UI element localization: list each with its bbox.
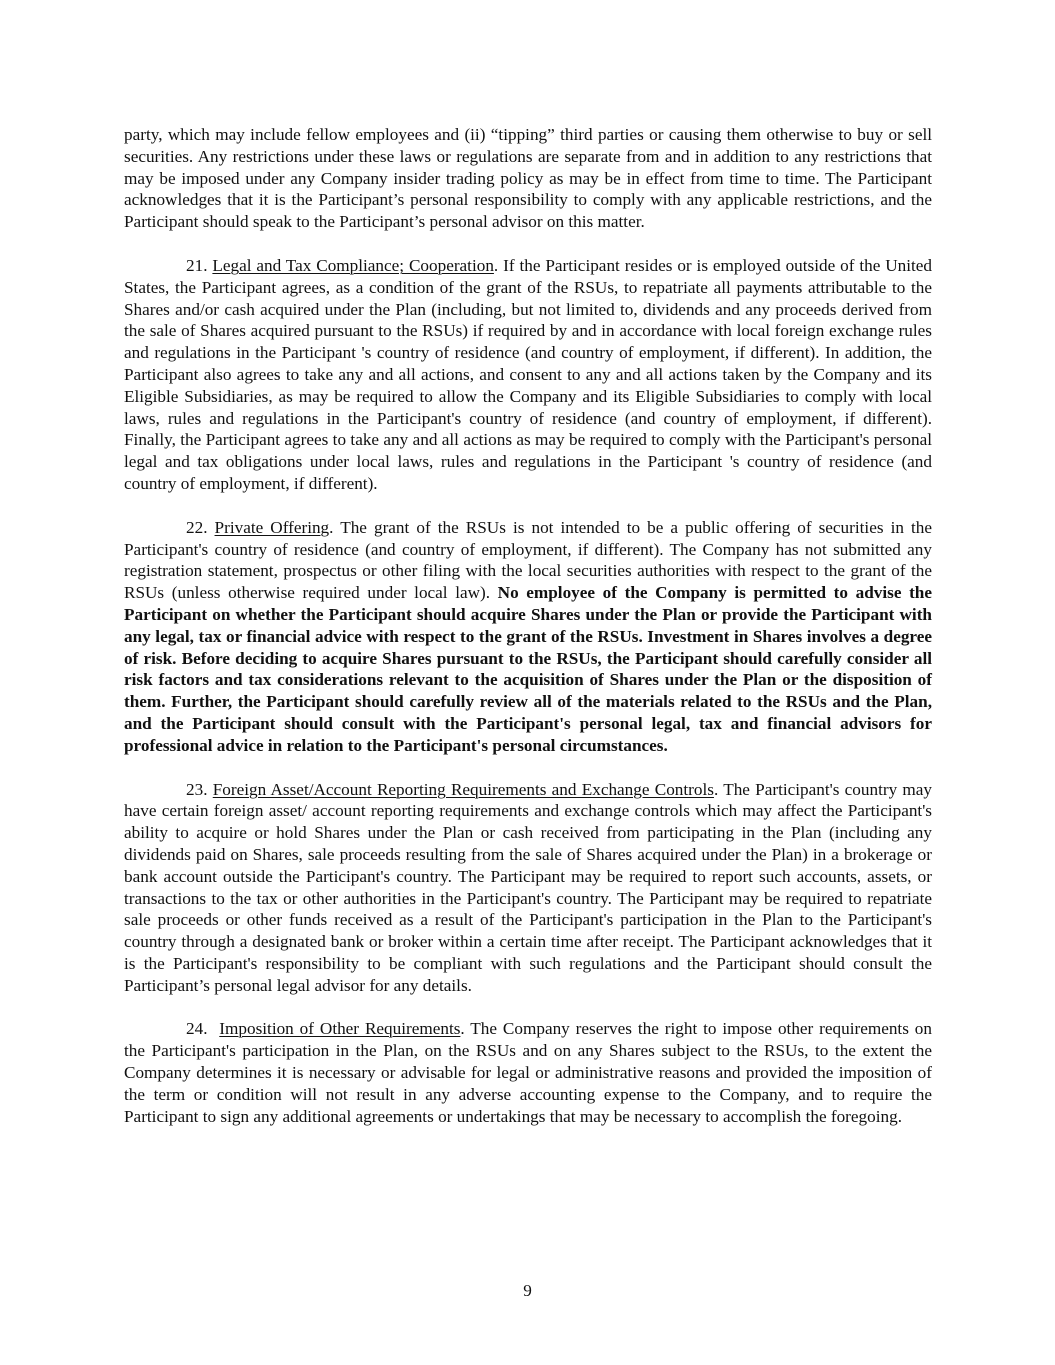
section-24-body: . The Company reserves the right to impose other requirements on the Participant's participation in the Plan, on the RSUs and on any Shares subject to the RSUs, to the extent the Company determines it is necessary or advisable for legal or administrative reasons and provided the imposition of the term or condition will not result in any adverse accounting expense to the Company, and to require the Participant to sign any additional agreements or undertakings that may be necessary to accomplish the foregoing. xyxy=(124,1019,932,1126)
section-24-heading: Imposition of Other Requirements xyxy=(219,1019,461,1039)
section-21-heading: Legal and Tax Compliance; Cooperation xyxy=(212,255,494,275)
section-21 xyxy=(124,255,932,495)
continuation-paragraph: party, which may include fellow employees and (ii) “tipping” third parties or causing them otherwise to buy or sell securities. Any restrictions under these laws or regulations are separate from and in addition to any restrictions that may be imposed under any Company insider trading policy as may be in effect from time to time. The Participant acknowledges that it is the Participant’s personal responsibility to comply with any applicable restrictions, and the Participant should speak to the Participant’s personal advisor on this matter. xyxy=(124,125,932,232)
section-22-body: . The grant of the RSUs is not intended to be a public offering of securities in the Participant's country of residence (and country of employment, if different). The Company has not submitted any registration statement, prospectus or other filing with the local securities authorities with respect to the grant of the RSUs (unless otherwise required under local law). xyxy=(124,517,932,603)
section-21-number: 21. xyxy=(186,255,208,275)
section-23 xyxy=(124,779,932,997)
section-24 xyxy=(124,1018,932,1127)
section-22-number: 22. xyxy=(186,517,208,537)
document-page xyxy=(124,124,932,1149)
section-24-number: 24. xyxy=(186,1019,208,1039)
page-number: 9 xyxy=(523,1281,532,1300)
section-23-heading: Foreign Asset/Account Reporting Requirements and Exchange Controls xyxy=(212,779,714,799)
section-22 xyxy=(124,517,932,757)
section-23-number: 23. xyxy=(186,779,208,799)
section-22-heading: Private Offering xyxy=(214,517,330,537)
section-21-body: . If the Participant resides or is employed outside of the United States, the Participant agrees, as a condition of the grant of the RSUs, to repatriate all payments attributable to the Shares and/or cash acquired under the Plan (including, but not limited to, dividends and any proceeds derived from the sale of Shares acquired pursuant to the RSUs) if required by and in accordance with local foreign exchange rules and regulations in the Participant 's country of residence (and country of employment, if different). In addition, the Participant also agrees to take any and all actions, and consent to any and all actions taken by the Company and its Eligible Subsidiaries, as may be required to allow the Company and its Eligible Subsidiaries to comply with local laws, rules and regulations in the Participant's country of residence (and country of employment, if different). Finally, the Participant agrees to take any and all actions as may be required to comply with the Participant's personal legal and tax obligations under local laws, rules and regulations in the Participant 's country of residence (and country of employment, if different). xyxy=(124,255,932,493)
section-23-body: . The Participant's country may have certain foreign asset/ account reporting requirements and exchange controls which may affect the Participant's ability to acquire or hold Shares under the Plan or cash received from participating in the Plan (including any dividends paid on Shares, sale proceeds resulting from the sale of Shares acquired under the Plan) in a brokerage or bank account outside the Participant's country. The Participant may be required to report such accounts, assets, or transactions to the tax or other authorities in the Participant's country. The Participant may be required to repatriate sale proceeds or other funds received as a result of the Participant's participation in the Plan to the Participant's country through a designated bank or broker within a certain time after receipt. The Participant acknowledges that it is the Participant's responsibility to be compliant with such regulations and the Participant should consult the Participant’s personal legal advisor for any details. xyxy=(124,779,933,995)
section-22-bold-body: No employee of the Company is permitted to advise the Participant on whether the Participant should acquire Shares under the Plan or provide the Participant with any legal, tax or financial advice with respect to the grant of the RSUs. Investment in Shares involves a degree of risk. Before deciding to acquire Shares pursuant to the RSUs, the Participant should carefully consider all risk factors and tax considerations relevant to the acquisition of Shares under the Plan or the disposition of them. Further, the Participant should carefully review all of the materials related to the RSUs and the Plan, and the Participant should consult with the Participant's personal legal, tax and financial advisors for professional advice in relation to the Participant's personal circumstances. xyxy=(124,583,932,755)
